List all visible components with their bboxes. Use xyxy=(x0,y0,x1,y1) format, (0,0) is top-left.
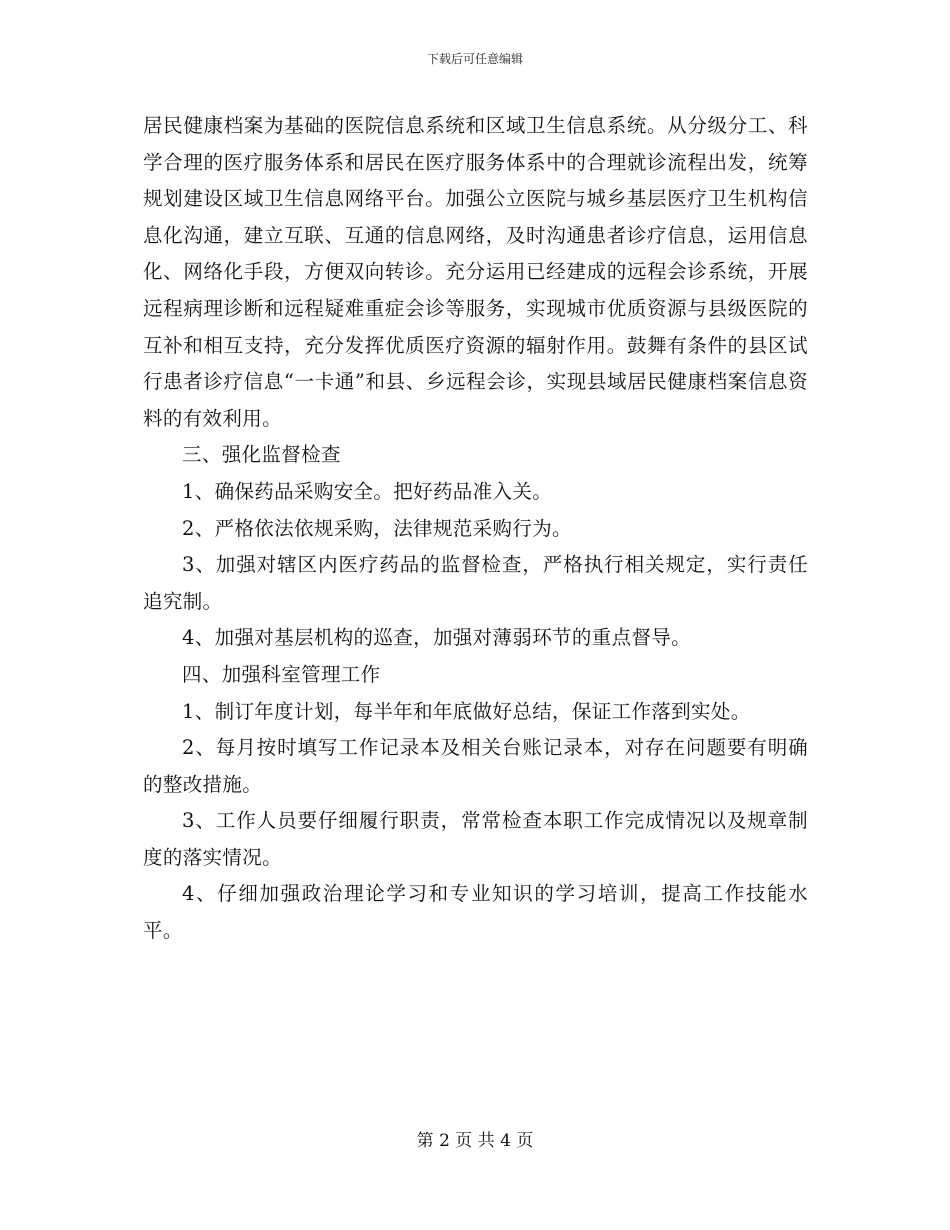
list-item-supervision-1: 1、确保药品采购安全。把好药品准入关。 xyxy=(182,479,553,503)
document-body xyxy=(143,108,808,950)
list-item-management-2: 2、每月按时填写工作记录本及相关台账记录本，对存在问题要有明确的整改措施。 xyxy=(143,736,808,796)
section-heading-supervision: 三、强化监督检查 xyxy=(182,443,341,467)
list-item-management-1: 1、制订年度计划，每半年和年底做好总结，保证工作落到实处。 xyxy=(182,699,751,723)
list-item-supervision-2: 2、严格依法依规采购，法律规范采购行为。 xyxy=(182,516,572,540)
list-item-supervision-4: 4、加强对基层机构的巡查，加强对薄弱环节的重点督导。 xyxy=(182,626,692,650)
page-header: 下载后可任意编辑 xyxy=(426,52,523,66)
page-number: 第 2 页 共 4 页 xyxy=(416,1131,534,1151)
list-item-management-4: 4、仔细加强政治理论学习和专业知识的学习培训，提高工作技能水平。 xyxy=(143,882,808,943)
paragraph-health-info-system: 居民健康档案为基础的医院信息系统和区域卫生信息系统。从分级分工、科学合理的医疗服务体系和居民在医疗服务体系中的合理就诊流程出发，统筹规划建设区域卫生信息网络平台。加强公立医院与城乡基层医疗卫生机构信息化沟通，建立互联、互通的信息网络，及时沟通患者诊疗信息，运用信息化、网络化手段，方便双向转诊。充分运用已经建成的远程会诊系统，开展远程病理诊断和远程疑难重症会诊等服务，实现城市优质资源与县级医院的互补和相互支持，充分发挥优质医疗资源的辐射作用。鼓舞有条件的县区试行患者诊疗信息“一卡通”和县、乡远程会诊，实现县域居民健康档案信息资料的有效利用。 xyxy=(143,114,808,430)
list-item-management-3: 3、工作人员要仔细履行职责，常常检查本职工作完成情况以及规章制度的落实情况。 xyxy=(143,809,808,869)
section-heading-management: 四、加强科室管理工作 xyxy=(182,662,381,686)
list-item-supervision-3: 3、加强对辖区内医疗药品的监督检查，严格执行相关规定，实行责任追究制。 xyxy=(143,553,808,613)
